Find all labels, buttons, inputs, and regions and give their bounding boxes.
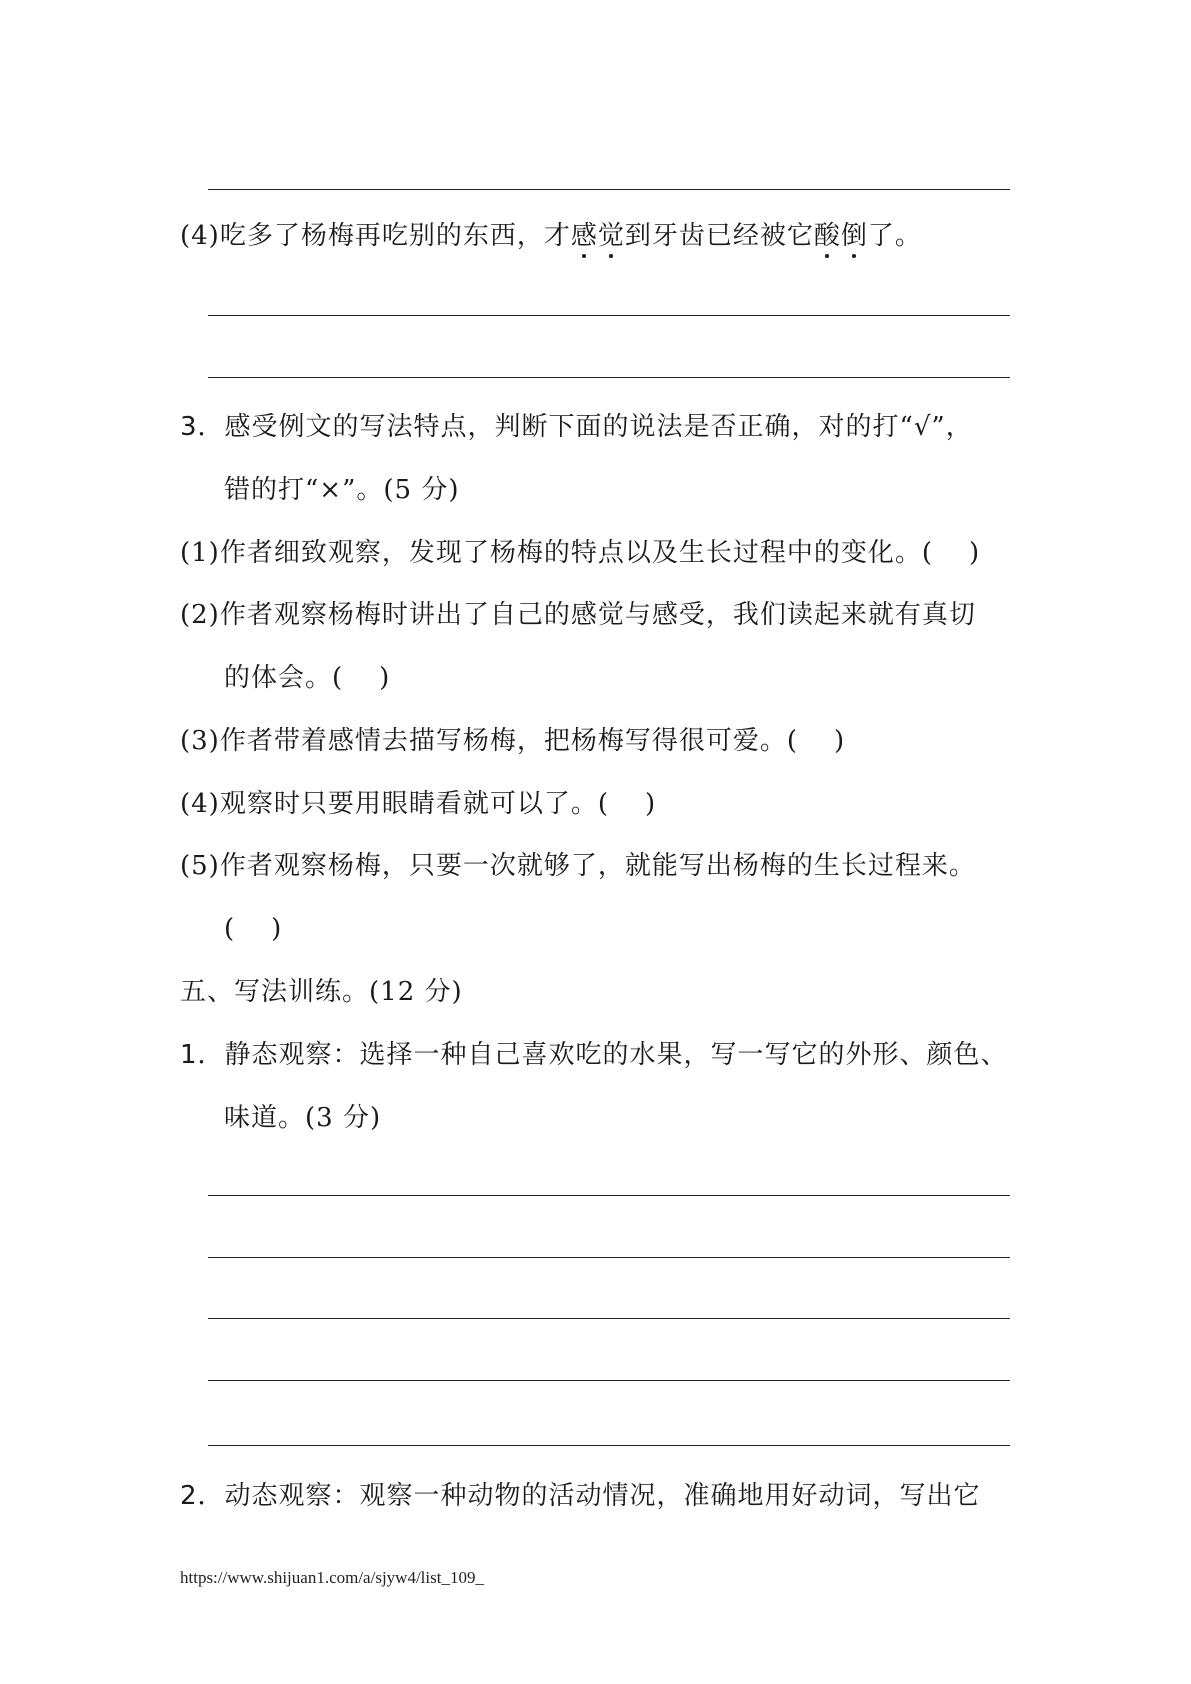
question-3-stem: [180, 412, 973, 442]
question-5-1-cont: 味道。(3 分): [224, 1103, 382, 1133]
answer-line[interactable]: [208, 315, 1010, 316]
section-heading: [180, 977, 463, 1007]
question-3-item-5: [180, 851, 976, 881]
section-score: (12 分): [369, 977, 463, 1007]
question-text: 到牙齿已经被它: [624, 221, 814, 251]
question-text: 静态观察：选择一种自己喜欢吃的水果，写一写它的外形、颜色、: [224, 1040, 1008, 1070]
question-3-item-2: [180, 600, 976, 630]
question-number: 3．: [180, 412, 225, 442]
item-text: (: [224, 914, 236, 944]
section-title: 五、写法训练。: [180, 977, 370, 1007]
item-text: (3)作者带着感情去描写杨梅，把杨梅写得很可爱。(: [180, 726, 798, 756]
question-5-2: [180, 1481, 981, 1511]
paren-close: ): [379, 663, 391, 693]
answer-line[interactable]: [208, 1257, 1010, 1258]
footer-url[interactable]: https://www.shijuan1.com/a/sjyw4/list_109_: [180, 1568, 484, 1587]
item-text: (4)观察时只要用眼睛看就可以了。(: [180, 789, 609, 819]
answer-line[interactable]: [208, 377, 1010, 378]
question-3-item-3: [180, 726, 845, 756]
question-3-item-1: [180, 538, 980, 568]
item-text: 的体会。(: [224, 663, 344, 693]
answer-line[interactable]: [208, 1318, 1010, 1319]
emphasized-char: 酸: [813, 221, 841, 251]
emphasized-char: 倒: [840, 221, 868, 251]
answer-line[interactable]: [208, 1195, 1010, 1196]
question-text: (4)吃多了杨梅再吃别的东西，才: [180, 221, 571, 251]
question-text: 动态观察：观察一种动物的活动情况，准确地用好动词，写出它: [224, 1481, 981, 1511]
paren-close: ): [644, 789, 657, 819]
paren-close: ): [271, 914, 283, 944]
question-3-item-5-cont: [224, 914, 282, 944]
question-3-stem-cont: 错的打“×”。(5 分): [224, 475, 460, 505]
question-text: 了。: [867, 221, 922, 251]
answer-line[interactable]: [208, 1380, 1010, 1381]
question-number: 1．: [180, 1040, 225, 1070]
emphasized-char: 感: [570, 221, 598, 251]
question-5-1: [180, 1040, 1008, 1070]
question-number: 2．: [180, 1481, 225, 1511]
paren-close: ): [833, 726, 846, 756]
item-text: (5)作者观察杨梅，只要一次就够了，就能写出杨梅的生长过程来。: [180, 851, 976, 881]
item-text: (1)作者细致观察，发现了杨梅的特点以及生长过程中的变化。(: [180, 538, 933, 568]
paren-close: ): [968, 538, 981, 568]
answer-line[interactable]: [208, 189, 1010, 190]
question-3-item-2-cont: [224, 663, 390, 693]
question-3-item-4: [180, 789, 656, 819]
item-text: (2)作者观察杨梅时讲出了自己的感觉与感受，我们读起来就有真切: [180, 600, 976, 630]
question-text: 感受例文的写法特点，判断下面的说法是否正确，对的打“√”，: [224, 412, 973, 442]
answer-line[interactable]: [208, 1445, 1010, 1446]
emphasized-char: 觉: [597, 221, 625, 251]
question-2-4: [180, 221, 922, 251]
